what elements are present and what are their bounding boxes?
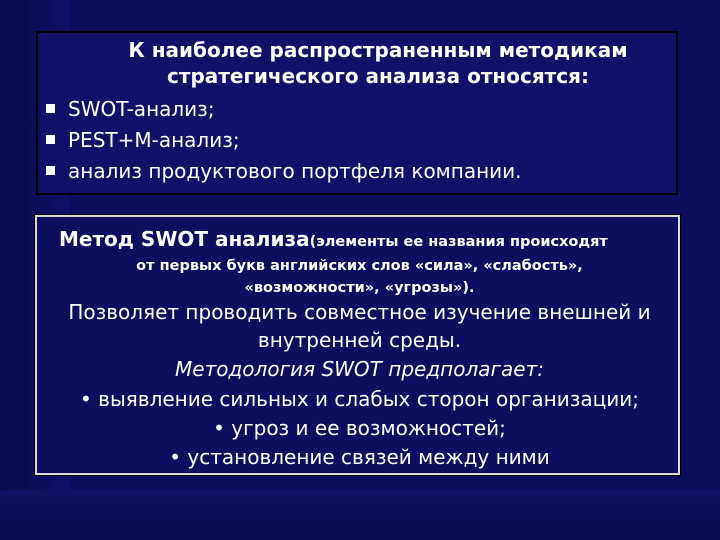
methods-title-line1: К наиболее распространенным методикам <box>128 38 628 62</box>
swot-description-line2: внутренней среды. <box>257 328 462 352</box>
swot-items <box>37 385 682 472</box>
list-item <box>46 93 666 124</box>
swot-methodology: Методология SWOT предполагает: <box>175 357 544 381</box>
swot-note <box>37 255 682 299</box>
list-item-label: анализ продуктового портфеля компании. <box>68 158 522 183</box>
square-bullet-icon <box>46 166 55 175</box>
methods-list <box>46 93 666 186</box>
methods-box <box>36 31 678 195</box>
swot-heading <box>37 227 682 251</box>
swot-note-line3: «возможности», «угрозы»). <box>244 280 475 296</box>
list-item-label: SWOT-анализ; <box>68 96 215 121</box>
list-item-label: PEST+M-анализ; <box>68 127 240 152</box>
square-bullet-icon <box>46 135 55 144</box>
background-bottom-band <box>0 490 720 540</box>
list-item: • выявление сильных и слабых сторон организации; <box>80 387 639 411</box>
list-item: • установление связей между ними <box>169 445 550 469</box>
swot-heading-note: (элементы ее названия происходят <box>309 234 608 250</box>
list-item <box>46 124 666 155</box>
swot-note-line2: от первых букв английских слов «сила», «слабость», <box>136 258 583 274</box>
methods-title-line2: стратегического анализа относятся: <box>167 64 589 88</box>
methods-title <box>78 37 678 89</box>
swot-description-line1: Позволяет проводить совместное изучение внешней и <box>68 300 651 324</box>
list-item: • угроз и ее возможностей; <box>213 416 506 440</box>
swot-box <box>35 215 680 475</box>
swot-description <box>37 298 682 354</box>
swot-heading-main: Метод SWOT анализа <box>59 227 310 251</box>
list-item <box>46 155 666 186</box>
square-bullet-icon <box>46 104 55 113</box>
